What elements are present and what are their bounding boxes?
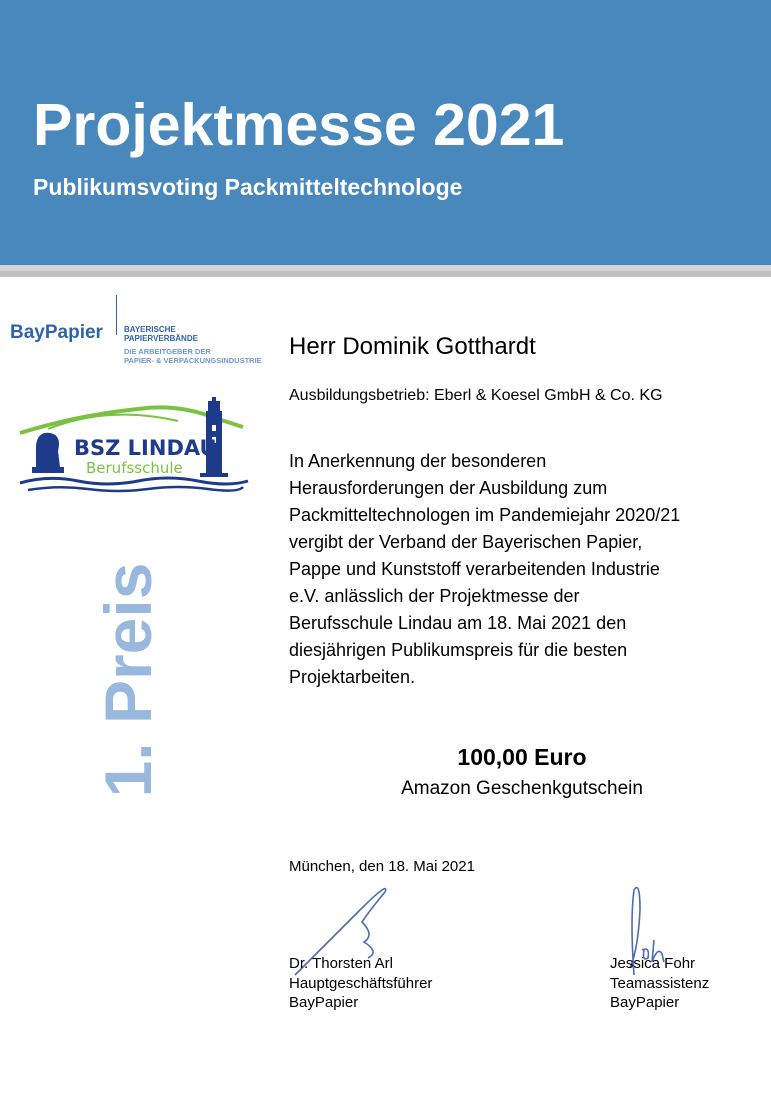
- training-company: Ausbildungsbetrieb: Eberl & Koesel GmbH & Co. KG: [289, 387, 663, 404]
- prize-amount: 100,00 Euro: [457, 744, 587, 770]
- signatory-role: Teamassistenz: [610, 974, 710, 992]
- signatory-2: [610, 954, 709, 1013]
- lion-icon: [32, 433, 64, 473]
- prize-rank: 1. Preis: [91, 562, 165, 798]
- signatory-name: Jessica Fohr: [610, 955, 696, 972]
- svg-text:BSZ LINDAU: BSZ LINDAU: [74, 436, 217, 460]
- logo-divider: [116, 295, 117, 335]
- signatory-name: Dr. Thorsten Arl: [289, 955, 393, 972]
- baypapier-logo-name: BayPapier: [10, 322, 103, 343]
- signatory-org: BayPapier: [610, 994, 680, 1011]
- page-title: Projektmesse 2021: [33, 92, 565, 158]
- bsz-lindau-logo: [18, 395, 250, 495]
- award-text: In Anerkennung der besonderen Herausforderungen der Ausbildung zum Packmitteltechnologen im Pandemiejahr 2020/21 vergibt der Verband der Bayerischen Papier, Pappe und Kunststoff verarbeitenden Industrie e.V. anlässlich der Projektmesse der Berufsschule Lindau am 18. Mai 2021 den diesjährigen Publikumspreis für die besten Projektarbeiten.: [289, 451, 681, 687]
- signatory-role: Hauptgeschäftsführer: [289, 974, 433, 992]
- signatory-1: [289, 954, 432, 1013]
- baypapier-logo: [10, 295, 280, 365]
- recipient-name: Herr Dominik Gotthardt: [289, 333, 536, 360]
- signatory-org: BayPapier: [289, 994, 359, 1011]
- divider: [0, 271, 771, 277]
- baypapier-logo-tagline2: DIE ARBEITGEBER DER PAPIER- & VERPACKUNGSINDUSTRIE: [124, 347, 262, 365]
- header-banner: [0, 0, 771, 265]
- prize-voucher: Amazon Geschenkgutschein: [401, 778, 643, 799]
- page-subtitle: Publikumsvoting Packmitteltechnologe: [33, 174, 463, 200]
- svg-text:Berufsschule: Berufsschule: [86, 459, 183, 477]
- place-date: München, den 18. Mai 2021: [289, 858, 475, 875]
- baypapier-logo-tagline: BAYERISCHE PAPIERVERBÄNDE: [124, 325, 198, 343]
